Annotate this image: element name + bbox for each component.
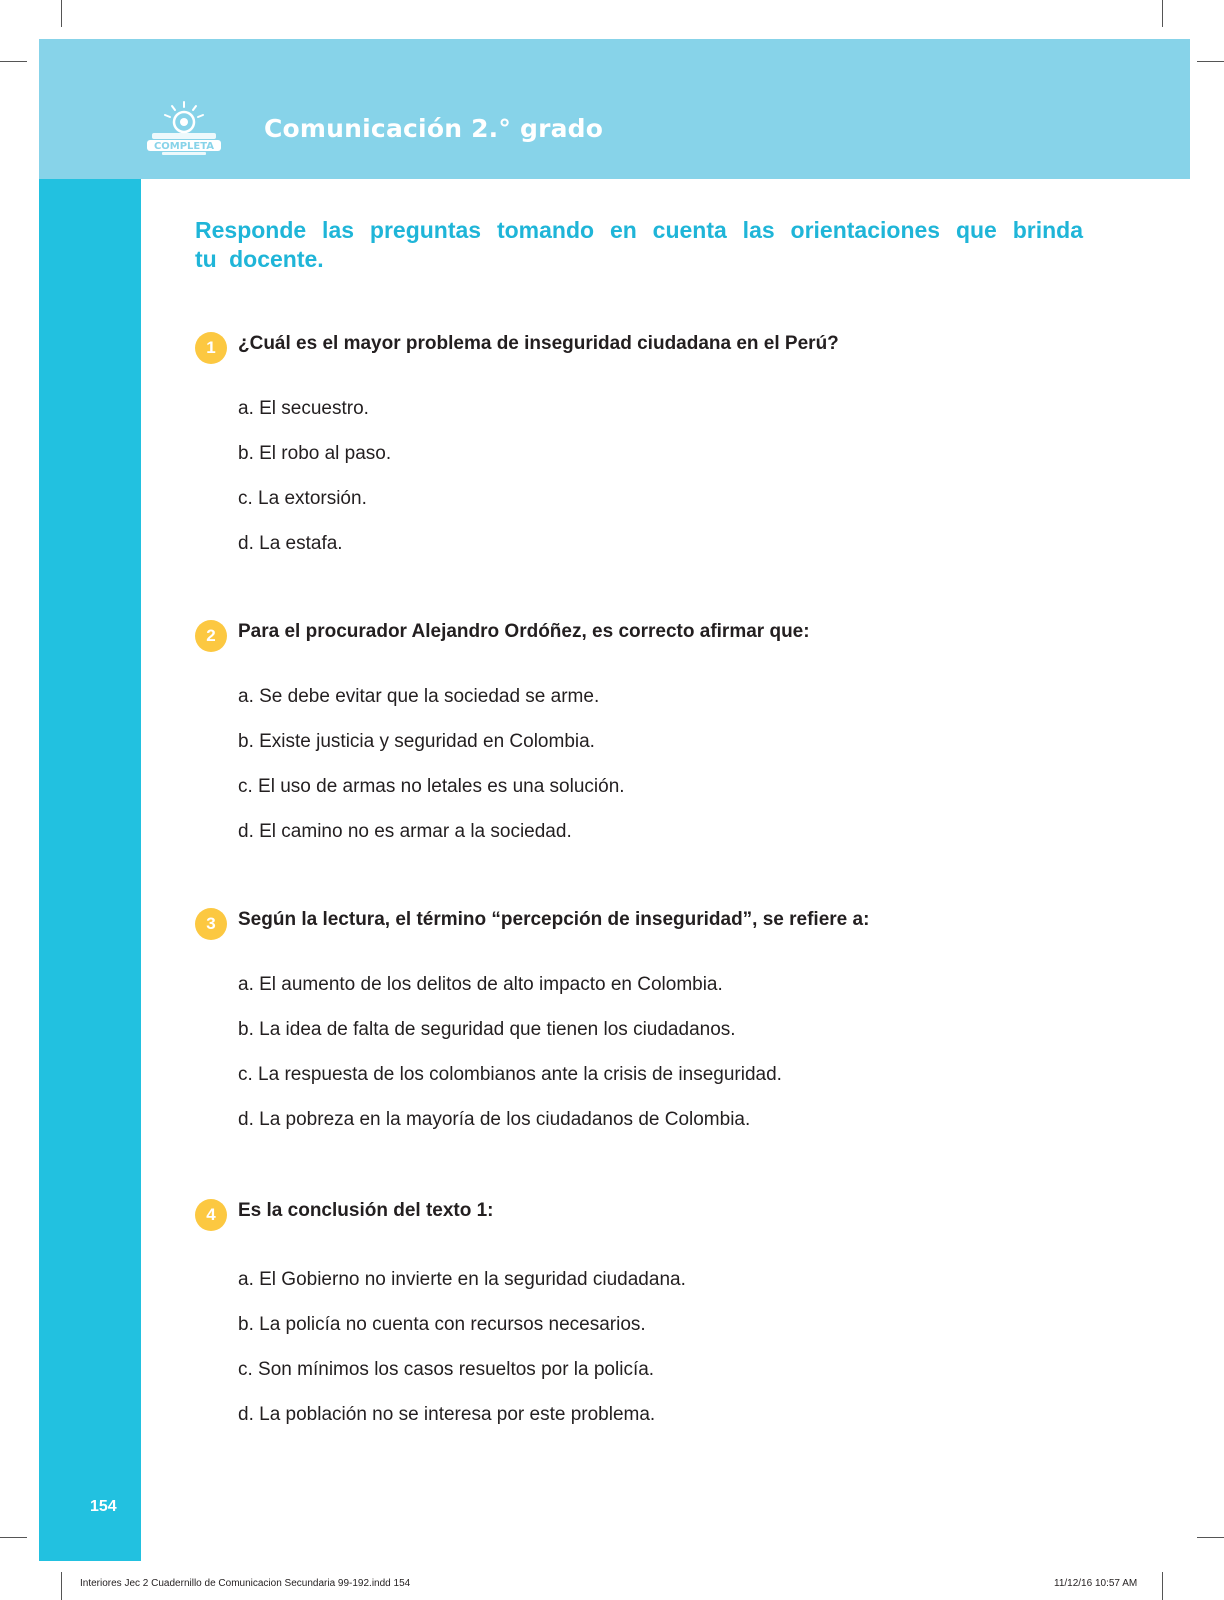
option-b: b. Existe justicia y seguridad en Colombia. <box>238 731 595 752</box>
crop-mark <box>1162 0 1163 27</box>
instruction-text: Responde las preguntas tomando en cuenta las orientaciones que brinda tu docente. <box>195 217 1083 272</box>
crop-mark <box>0 1537 27 1538</box>
question-text: ¿Cuál es el mayor problema de inseguridad ciudadana en el Perú? <box>238 333 839 354</box>
option-c: c. La extorsión. <box>238 488 367 509</box>
option-d: d. La estafa. <box>238 533 343 554</box>
left-sidebar-band <box>39 179 141 1561</box>
svg-text:COMPLETA: COMPLETA <box>153 141 215 152</box>
question-text: Según la lectura, el término “percepción de inseguridad”, se refiere a: <box>238 909 870 930</box>
crop-mark <box>61 1572 62 1600</box>
question-3 <box>195 906 1155 1130</box>
option-c: c. El uso de armas no letales es una solución. <box>238 776 625 797</box>
answer-options <box>238 1269 686 1449</box>
question-number-badge: 3 <box>195 908 227 940</box>
question-2 <box>195 618 1155 842</box>
option-b: b. La idea de falta de seguridad que tienen los ciudadanos. <box>238 1019 736 1040</box>
option-d: d. La pobreza en la mayoría de los ciudadanos de Colombia. <box>238 1109 751 1130</box>
option-a: a. El aumento de los delitos de alto impacto en Colombia. <box>238 974 723 995</box>
option-a: a. El Gobierno no invierte en la seguridad ciudadana. <box>238 1269 686 1290</box>
question-number-badge: 1 <box>195 332 227 364</box>
question-number-badge: 2 <box>195 620 227 652</box>
crop-mark <box>1197 61 1224 62</box>
crop-mark <box>0 61 27 62</box>
answer-options <box>238 974 782 1154</box>
question-4 <box>195 1197 1155 1425</box>
option-d: d. El camino no es armar a la sociedad. <box>238 821 572 842</box>
crop-mark <box>1162 1572 1163 1600</box>
print-slug-timestamp: 11/12/16 10:57 AM <box>1054 1578 1138 1589</box>
page-number: 154 <box>88 1496 119 1518</box>
option-c: c. La respuesta de los colombianos ante la crisis de inseguridad. <box>238 1064 782 1085</box>
option-d: d. La población no se interesa por este problema. <box>238 1404 656 1425</box>
question-text: Es la conclusión del texto 1: <box>238 1200 494 1221</box>
option-c: c. Son mínimos los casos resueltos por la policía. <box>238 1359 655 1380</box>
print-slug-filename: Interiores Jec 2 Cuadernillo de Comunicacion Secundaria 99-192.indd 154 <box>80 1578 411 1589</box>
option-a: a. El secuestro. <box>238 398 369 419</box>
page-title: Comunicación 2.° grado <box>264 114 604 143</box>
option-b: b. El robo al paso. <box>238 443 392 464</box>
option-a: a. Se debe evitar que la sociedad se arme. <box>238 686 600 707</box>
jornada-escolar-logo <box>144 100 224 158</box>
answer-options <box>238 398 391 578</box>
crop-mark <box>61 0 62 27</box>
crop-mark <box>1197 1537 1224 1538</box>
question-number-badge: 4 <box>195 1199 227 1231</box>
question-text: Para el procurador Alejandro Ordóñez, es correcto afirmar que: <box>238 621 810 642</box>
option-b: b. La policía no cuenta con recursos necesarios. <box>238 1314 646 1335</box>
question-1 <box>195 330 1155 554</box>
answer-options <box>238 686 625 866</box>
